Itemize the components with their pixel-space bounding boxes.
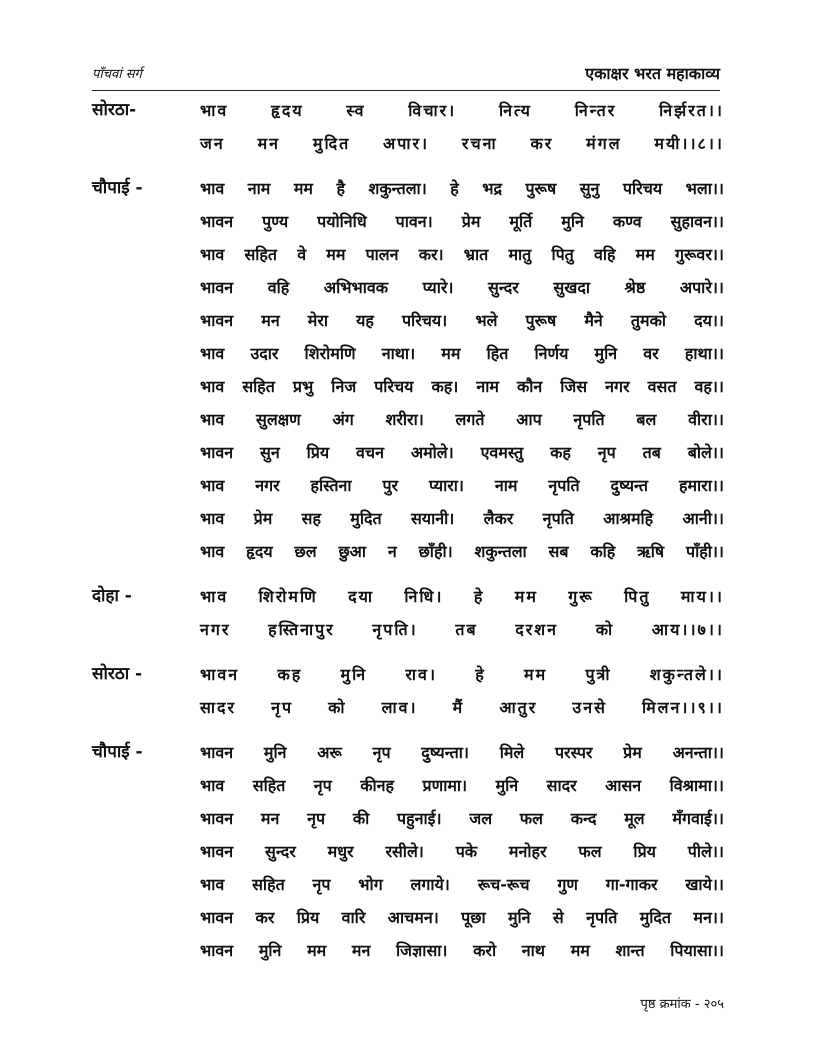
verse-line: भाव सुलक्षण अंग शरीरा। लगते आप नृपति बल वीरा।। <box>200 410 724 429</box>
verse-line: भावन वहि अभिभावक प्यारे। सुन्दर सुखदा श्रेष्ठ अपारे।। <box>200 278 724 297</box>
stanza-lines <box>200 94 724 160</box>
verse-line: भाव हृदय स्व विचार। नित्य निन्तर निर्झरत।। <box>200 101 724 120</box>
verse-line: भाव नगर हस्तिना पुर प्यारा। नाम नृपति दुष्यन्त हमारा।। <box>200 476 724 495</box>
verse-line: भाव नाम मम है शकुन्तला। हे भद्र पुरूष सुनु परिचय भला।। <box>200 179 724 198</box>
chapter-title: पाँचवां सर्ग <box>92 67 142 82</box>
verse-line: सादर नृप को लाव। मैं आतुर उनसे मिलन।।९।। <box>200 698 724 717</box>
verse-line: भावन मन मेरा यह परिचय। भले पुरूष मैने तुमको दय।। <box>200 311 724 330</box>
page-header <box>92 60 720 91</box>
verse-line: भावन मन नृप की पहुनाई। जल फल कन्द मूल मँगवाई।। <box>200 809 724 828</box>
stanza-label: दोहा - <box>92 586 132 606</box>
verse-line: भाव प्रेम सह मुदित सयानी। लैकर नृपति आश्रमहि आनी।। <box>200 509 724 528</box>
verse-content <box>92 94 724 979</box>
verse-line: जन मन मुदित अपार। रचना कर मंगल मयी।।८।। <box>200 134 724 153</box>
verse-line: भाव सहित नृप कीनह प्रणामा। मुनि सादर आसन विश्रामा।। <box>200 776 724 795</box>
book-title: एकाक्षर भरत महाकाव्य <box>585 64 720 83</box>
stanza-label: चौपाई - <box>92 178 143 198</box>
verse-line: भाव उदार शिरोमणि नाथा। मम हित निर्णय मुनि वर हाथा।। <box>200 344 724 363</box>
verse-line: भावन मुनि अरू नृप दुष्यन्ता। मिले परस्पर प्रेम अनन्ता।। <box>200 743 724 762</box>
stanza-label: सोरठा- <box>92 100 137 120</box>
chaupai-stanza <box>92 172 724 568</box>
stanza-label: सोरठा - <box>92 664 143 684</box>
verse-line: भावन सुन्दर मधुर रसीले। पके मनोहर फल प्रिय पीले।। <box>200 842 724 861</box>
page-number: पृष्ठ क्रमांक - २०५ <box>640 997 724 1012</box>
verse-line: भाव शिरोमणि दया निधि। हे मम गुरू पितु माय।। <box>200 587 724 606</box>
doha-stanza <box>92 580 724 646</box>
verse-line: भावन कह मुनि राव। हे मम पुत्री शकुन्तले।। <box>200 665 724 684</box>
verse-line: भावन सुन प्रिय वचन अमोले। एवमस्तु कह नृप तब बोले।। <box>200 443 724 462</box>
verse-line: नगर हस्तिनापुर नृपति। तब दरशन को आय।।७।। <box>200 620 724 639</box>
verse-line: भाव सहित प्रभु निज परिचय कह। नाम कौन जिस नगर वसत वह।। <box>200 377 724 396</box>
stanza-label: चौपाई - <box>92 742 143 762</box>
stanza-lines <box>200 172 724 568</box>
verse-line: भाव हृदय छल छुआ न छाँही। शकुन्तला सब कहि ऋषि पाँही।। <box>200 542 724 561</box>
verse-line: भावन कर प्रिय वारि आचमन। पूछा मुनि से नृपति मुदित मन।। <box>200 908 724 927</box>
chaupai-stanza <box>92 736 724 967</box>
stanza-lines <box>200 580 724 646</box>
verse-line: भाव सहित वे मम पालन कर। भ्रात मातु पितु वहि मम गुरूवर।। <box>200 245 724 264</box>
verse-line: भावन मुनि मम मन जिज्ञासा। करो नाथ मम शान्त पियासा।। <box>200 941 724 960</box>
stanza-lines <box>200 736 724 967</box>
verse-line: भावन पुण्य पयोनिधि पावन। प्रेम मूर्ति मुनि कण्व सुहावन।। <box>200 212 724 231</box>
sortha-stanza <box>92 94 724 160</box>
stanza-lines <box>200 658 724 724</box>
verse-line: भाव सहित नृप भोग लगाये। रूच-रूच गुण गा-गाकर खाये।। <box>200 875 724 894</box>
sortha-stanza <box>92 658 724 724</box>
